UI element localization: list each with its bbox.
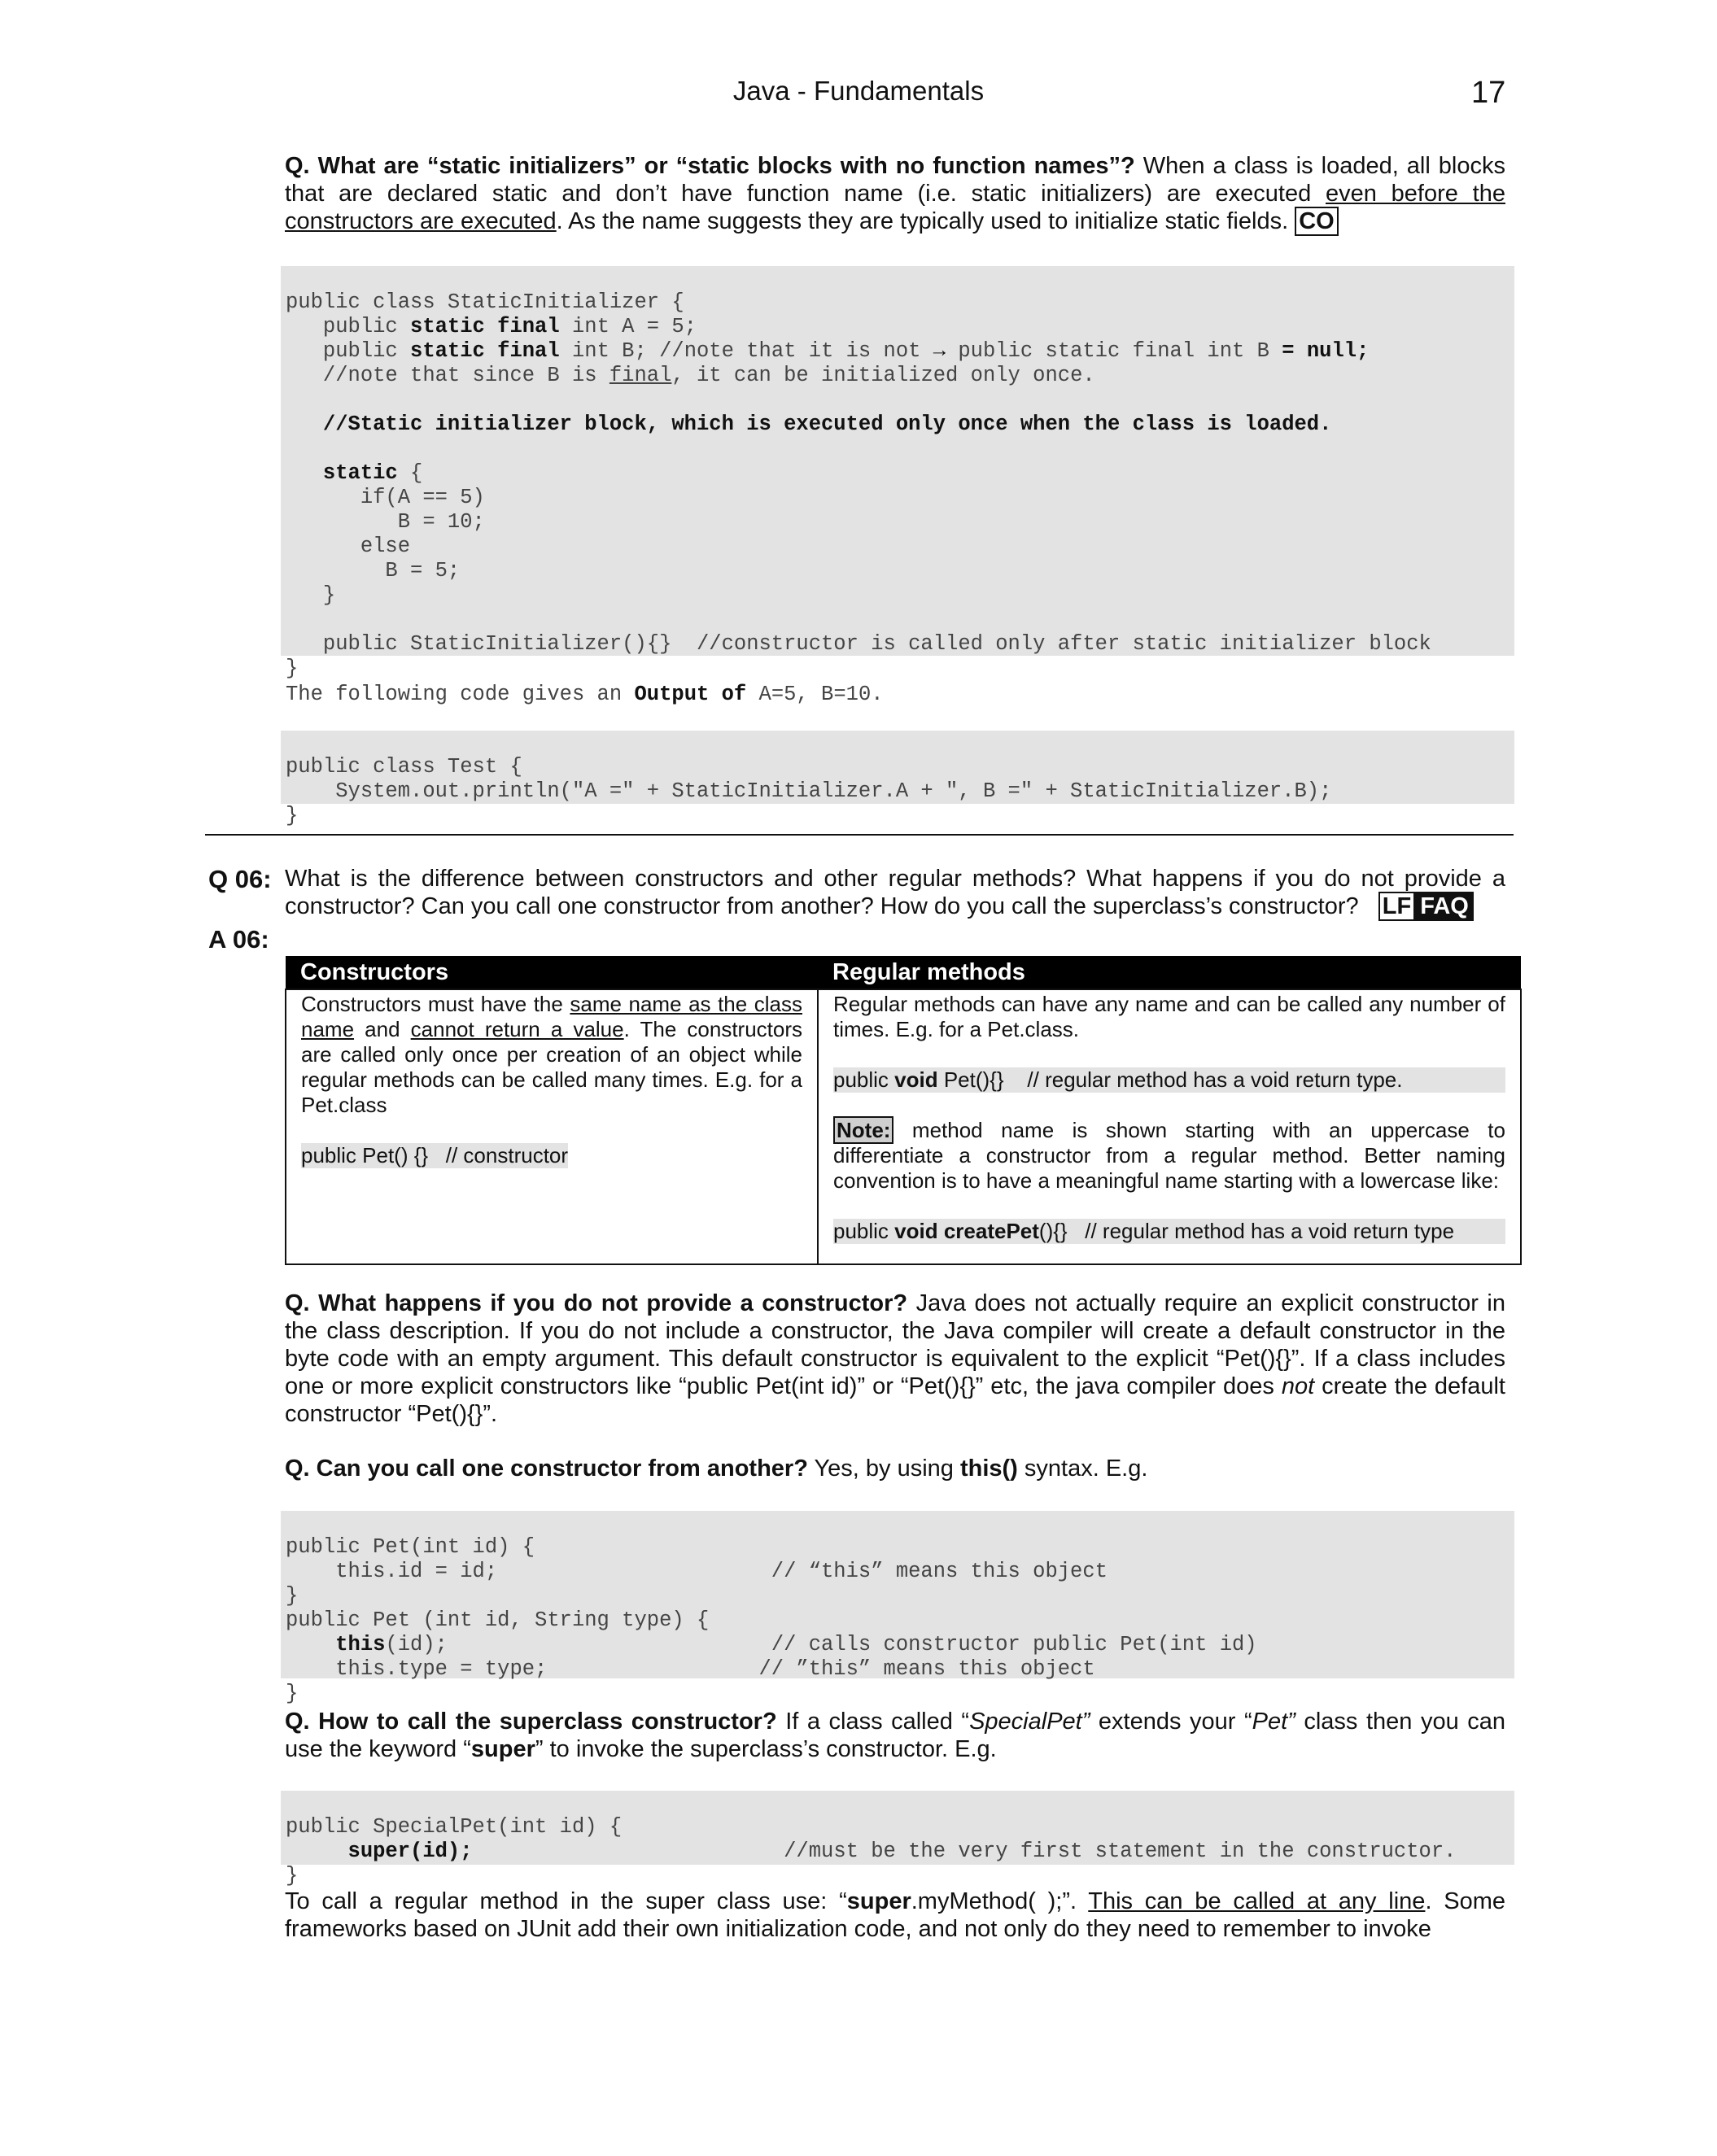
code-line: this(id); // calls constructor public Pet(int id): [335, 1633, 1257, 1656]
paragraph-text: When a class is loaded, all blocks that are declared static and don’t have function name (i.e. static initializers) are executed: [285, 153, 1505, 207]
table-header-constructors: Constructors: [286, 956, 818, 989]
regular-methods-cell: Regular methods can have any name and can be called any number of times. E.g. for a Pet.class. public void Pet(){} // regular method has a void return type. Note: method name is shown starting with an uppercase to differentiate a constructor from a regular method. Better naming convention is to have a meaningful name starting with a lowercase like: public void createPet(){} // regular method has a void return type: [818, 989, 1521, 1264]
section-divider: [205, 834, 1514, 836]
table-header-row: [286, 956, 1521, 989]
call-constructor-paragraph: Q. Can you call one constructor from another? Yes, by using this() syntax. E.g.: [285, 1456, 1148, 1482]
test-class-code-block: [281, 731, 1514, 827]
regular-method-code-snippet: public void Pet(){} // regular method has a void return type.: [833, 1067, 1505, 1093]
output-line: The following code gives an Output of A=5, B=10.: [286, 683, 884, 706]
no-constructor-paragraph: Q. What happens if you do not provide a constructor? Java does not actually require an explicit constructor in the class description. If you do not include a constructor, the Java compiler will create a default constructor in the byte code with an empty argument. This default constructor is equivalent to the explicit “Pet(){}”. If a class includes one or more explicit constructors like “public Pet(int id)” or “Pet(){}” etc, the java compiler does not create the default constructor “Pet(){}”.: [285, 1290, 1506, 1427]
code-line: }: [286, 1864, 299, 1888]
code-line: public SpecialPet(int id) {: [286, 1815, 623, 1839]
static-initializers-paragraph: [285, 152, 1505, 235]
code-line: System.out.println("A =" + StaticInitializer.A + ", B =" + StaticInitializer.B);: [286, 779, 1332, 803]
code-line: }: [286, 657, 299, 680]
paragraph-text: . As the name suggests they are typically used to initialize static fields.: [556, 208, 1295, 234]
q06-question: [285, 865, 1505, 920]
lf-tag: LF: [1378, 892, 1415, 921]
table-row: [286, 989, 1521, 1264]
code-line: }: [286, 1682, 299, 1705]
code-line: public class Test {: [286, 755, 522, 779]
question-text: What is the difference between constructors and other regular methods? What happens if you do not provide a constructor? Can you call one constructor from another? How do you call the superclass’s constructor?: [285, 866, 1505, 919]
superclass-constructor-paragraph: Q. How to call the superclass constructor? If a class called “SpecialPet” extends your “Pet” class then you can use the keyword “super” to invoke the superclass’s constructor. E.g.: [285, 1709, 1505, 1762]
note-paragraph: Note: method name is shown starting with an uppercase to differentiate a constructor from a regular method. Better naming convention is to have a meaningful name starting with a lowercase like:: [833, 1118, 1505, 1193]
constructors-vs-methods-table: [285, 956, 1522, 1265]
constructors-cell: Constructors must have the same name as the class name and cannot return a value. The constructors are called only once per creation of an object while regular methods can be called many times. E.g. for a Pet.class public Pet() {} // constructor: [286, 989, 818, 1264]
code-line: public Pet(int id) {: [286, 1535, 535, 1559]
special-pet-code-block: [281, 1791, 1514, 1888]
code-line: public Pet (int id, String type) {: [286, 1608, 710, 1632]
code-line: //note that since B is final, it can be initialized only once.: [286, 364, 1095, 387]
code-line: if(A == 5): [286, 486, 485, 509]
arrow-icon: →: [933, 339, 946, 363]
co-tag: CO: [1295, 207, 1339, 236]
code-line: else: [286, 535, 411, 558]
code-line: this.type = type; // ”this” means this object: [286, 1657, 1095, 1681]
call-constructor-question: Q. Can you call one constructor from another?: [285, 1456, 808, 1482]
a06-label: A 06:: [208, 925, 269, 954]
page-header-title: Java - Fundamentals: [732, 76, 985, 106]
static-initializers-question: Q. What are “static initializers” or “static blocks with no function names”?: [285, 153, 1135, 179]
table-header-regular-methods: Regular methods: [818, 956, 1521, 989]
code-line: B = 5;: [286, 559, 461, 583]
code-line: static {: [286, 461, 423, 485]
superclass-question: Q. How to call the superclass constructor?: [285, 1709, 777, 1735]
faq-tag: FAQ: [1415, 892, 1474, 921]
code-line: super(id); //must be the very first statement in the constructor.: [347, 1840, 1457, 1863]
no-constructor-question: Q. What happens if you do not provide a constructor?: [285, 1290, 908, 1316]
underlined-text: even before the constructors are executed: [285, 181, 1505, 234]
code-line: this.id = id; // “this” means this object: [286, 1560, 1108, 1583]
create-pet-code-snippet: public void createPet(){} // regular method has a void return type: [833, 1219, 1505, 1244]
constructor-code-snippet: public Pet() {} // constructor: [301, 1143, 569, 1167]
code-line: public static final int A = 5;: [286, 315, 697, 338]
code-line: public class StaticInitializer {: [286, 290, 684, 314]
code-line: }: [286, 583, 336, 607]
static-initializer-code-block: [281, 266, 1514, 680]
note-label: Note:: [833, 1116, 893, 1144]
code-line: public StaticInitializer(){} //constructor is called only after static initializer block: [286, 632, 1431, 656]
code-line: B = 10;: [286, 510, 485, 534]
page-number: 17: [1471, 76, 1506, 110]
code-comment-bold: //Static initializer block, which is executed only once when the class is loaded.: [286, 412, 1332, 436]
super-method-paragraph: To call a regular method in the super class use: “super.myMethod( );”. This can be called at any line. Some frameworks based on JUnit add their own initialization code, and not only do they need to remember to invoke: [285, 1888, 1506, 1942]
q06-label: Q 06:: [208, 865, 272, 893]
code-line: }: [286, 1584, 299, 1608]
code-line: }: [286, 804, 299, 827]
code-line: public static final int B; //note that it is not → public static final int B = null;: [286, 339, 1370, 363]
pet-constructor-code-block: [281, 1511, 1514, 1705]
